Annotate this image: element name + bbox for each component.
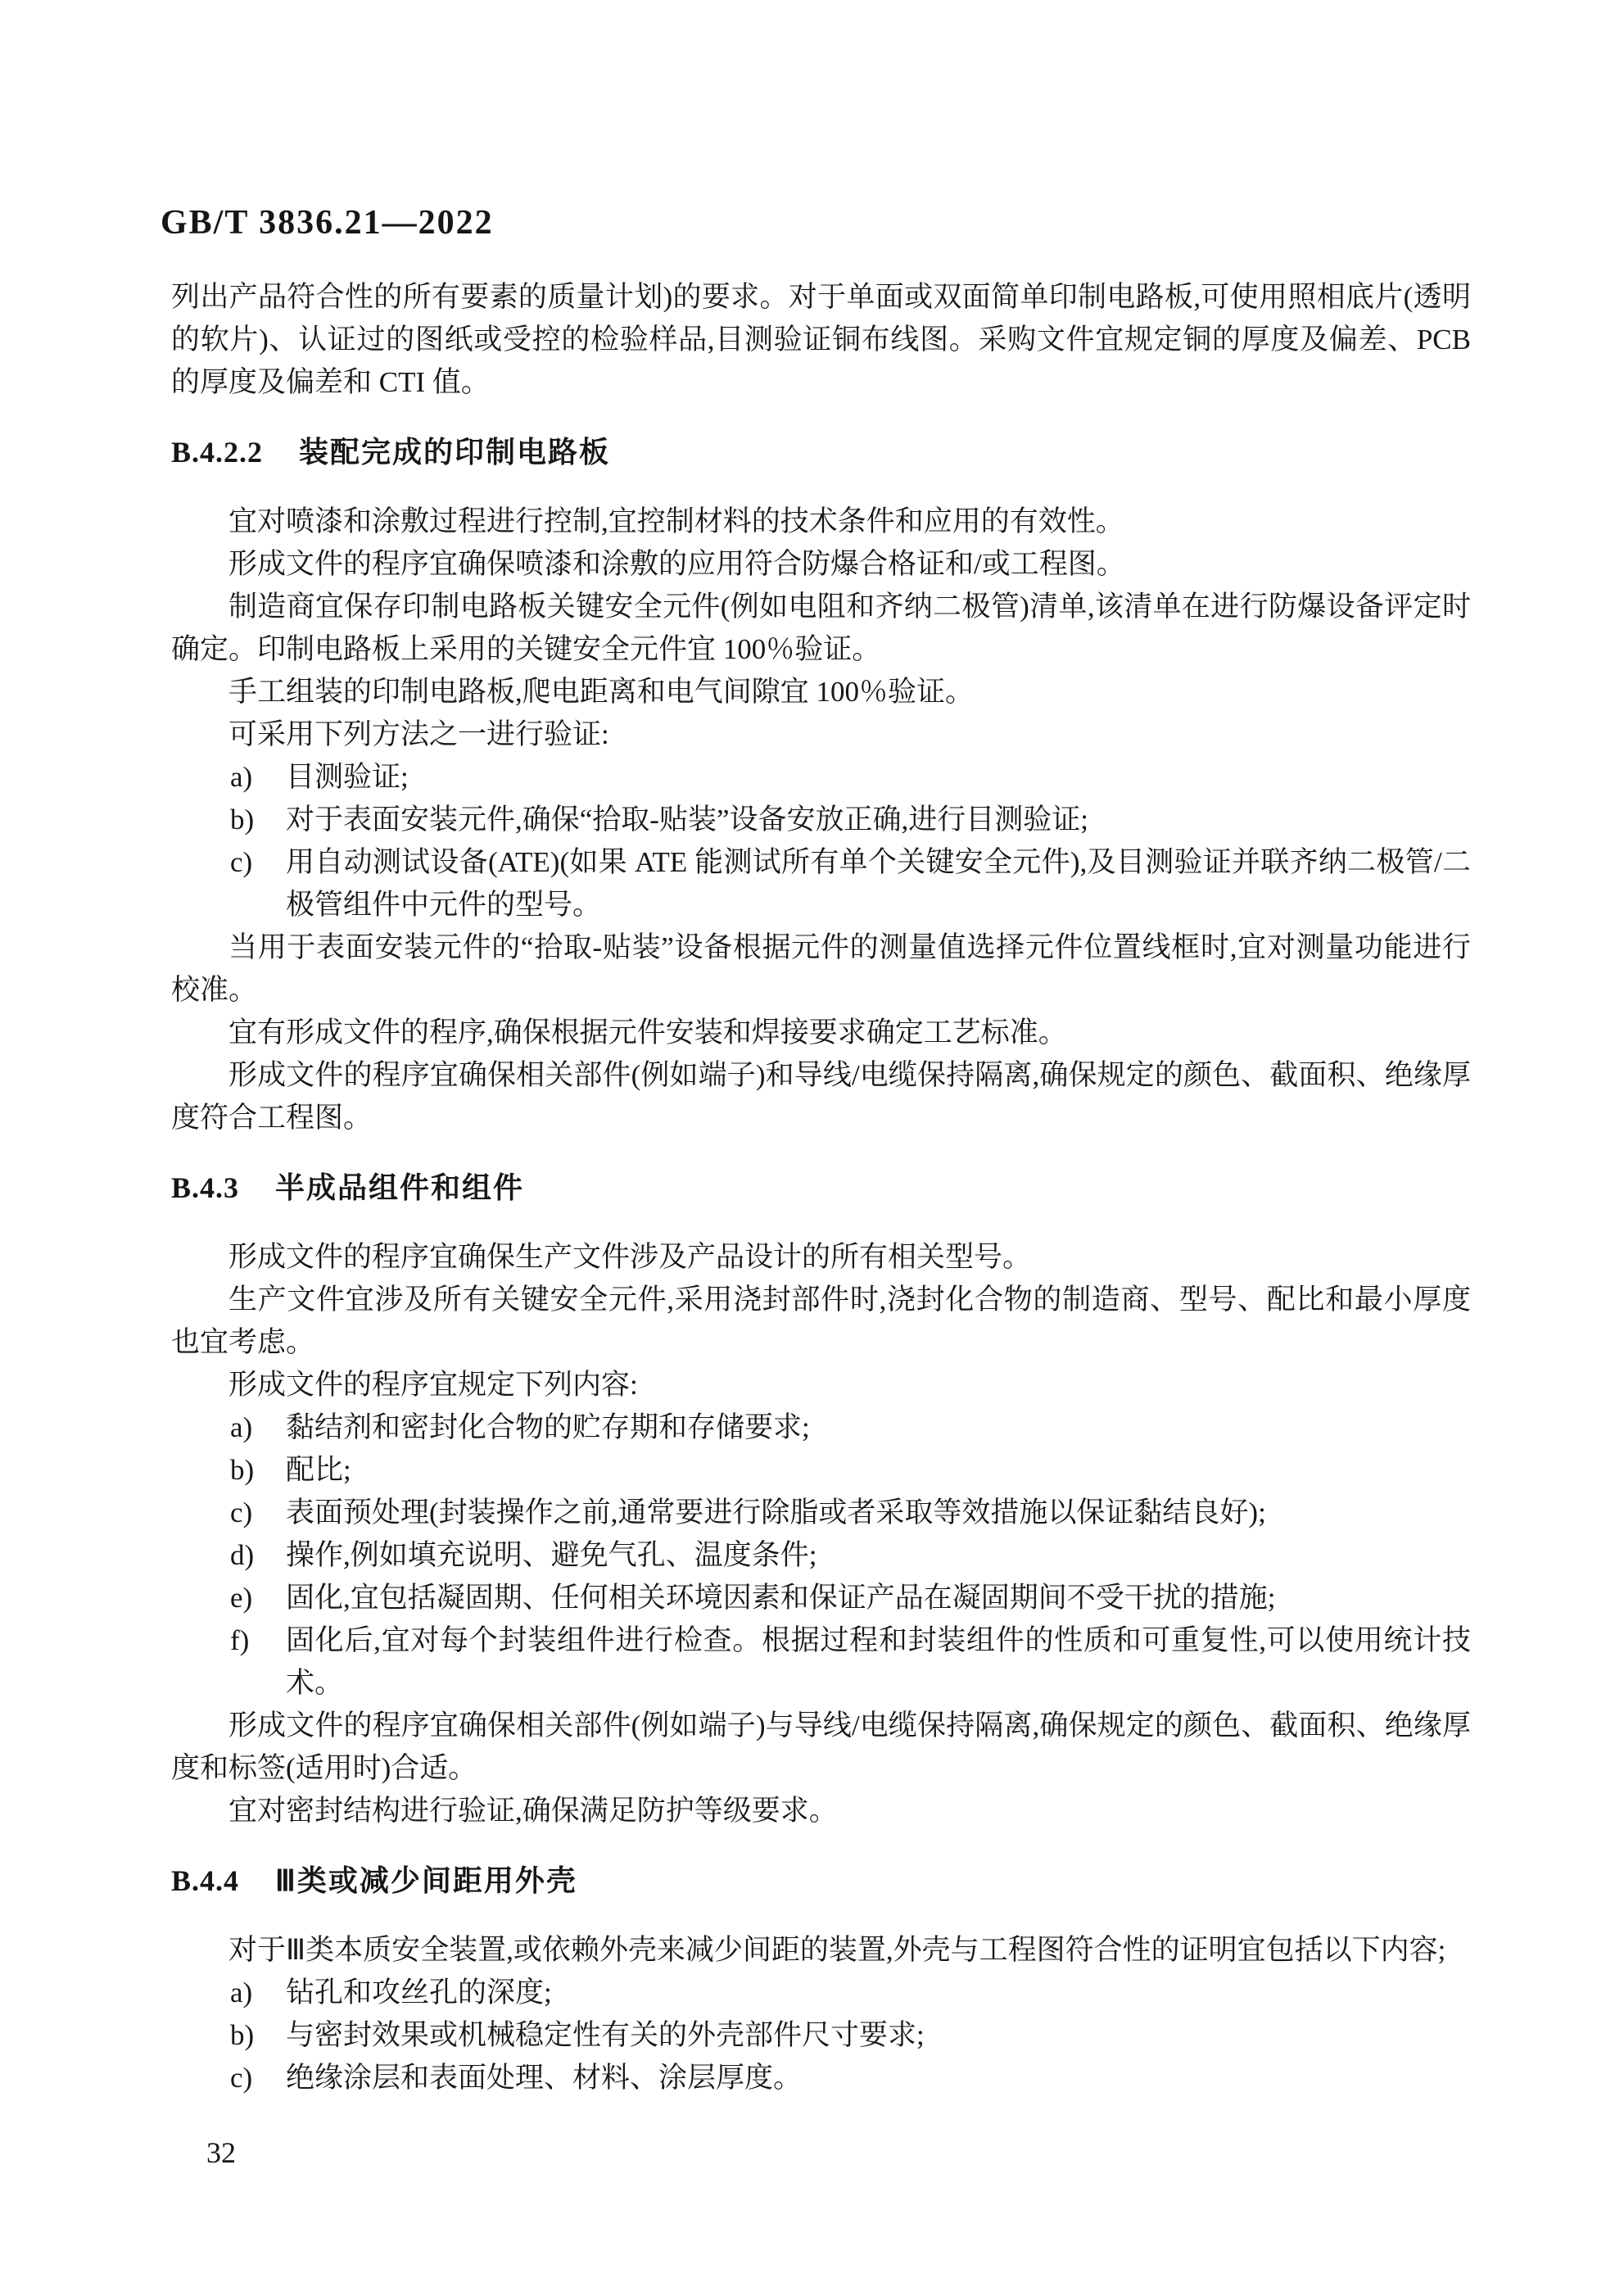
paragraph: 宜对密封结构进行验证,确保满足防护等级要求。 <box>228 1795 838 1827</box>
page-content <box>171 276 1471 2099</box>
list-item-marker: e) <box>230 1582 253 1614</box>
paragraph: 当用于表面安装元件的“拾取-贴装”设备根据元件的测量值选择元件位置线框时,宜对测量功能进行校准。 <box>171 931 1471 1006</box>
list-item-b <box>171 2014 1471 2057</box>
list-item-text: 固化,宜包括凝固期、任何相关环境因素和保证产品在凝固期间不受干扰的措施; <box>286 1582 1276 1614</box>
list-item-marker: d) <box>230 1539 255 1571</box>
list-item-marker: b) <box>230 804 255 836</box>
section-title: 半成品组件和组件 <box>275 1171 525 1204</box>
list-item-marker: a) <box>230 1411 253 1443</box>
paragraph: 生产文件宜涉及所有关键安全元件,采用浇封部件时,浇封化合物的制造商、型号、配比和最小厚度也宜考虑。 <box>171 1284 1471 1358</box>
list-item-text: 与密封效果或机械稳定性有关的外壳部件尺寸要求; <box>286 2019 925 2051</box>
list-item-marker: a) <box>230 761 253 793</box>
section-number: B.4.2.2 <box>171 436 264 469</box>
paragraph: 形成文件的程序宜确保喷漆和涂敷的应用符合防爆合格证和/或工程图。 <box>228 548 1125 580</box>
paragraph: 宜对喷漆和涂敷过程进行控制,宜控制材料的技术条件和应用的有效性。 <box>228 505 1124 537</box>
section-heading-b4-4 <box>171 1859 1471 1902</box>
list-item-text: 目测验证; <box>286 761 409 793</box>
list-item-c <box>171 841 1471 926</box>
list-item-text: 绝缘涂层和表面处理、材料、涂层厚度。 <box>286 2062 803 2094</box>
section-title: Ⅲ类或减少间距用外壳 <box>275 1864 577 1897</box>
paragraph: 可采用下列方法之一进行验证: <box>228 718 609 750</box>
list-item-marker: b) <box>230 1454 255 1486</box>
list-item-marker: c) <box>230 2062 253 2094</box>
list-item-b <box>171 799 1471 841</box>
list-item-a <box>171 1972 1471 2014</box>
paragraph: 形成文件的程序宜确保生产文件涉及产品设计的所有相关型号。 <box>228 1241 1032 1273</box>
list-item-text: 黏结剂和密封化合物的贮存期和存储要求; <box>286 1411 810 1443</box>
section-heading-b4-3 <box>171 1166 1471 1209</box>
list-item-text: 钻孔和攻丝孔的深度; <box>286 1977 552 2008</box>
list-item-c <box>171 1492 1471 1534</box>
list-item-text: 用自动测试设备(ATE)(如果 ATE 能测试所有单个关键安全元件),及目测验证并联齐纳二极管/二极管组件中元件的型号。 <box>286 846 1471 921</box>
list-item-marker: f) <box>230 1624 250 1656</box>
section-heading-b4-2-2 <box>171 431 1471 473</box>
paragraph: 宜有形成文件的程序,确保根据元件安装和焊接要求确定工艺标准。 <box>228 1017 1067 1048</box>
paragraph: 形成文件的程序宜规定下列内容: <box>228 1369 638 1401</box>
page-number: 32 <box>206 2136 236 2169</box>
section-title: 装配完成的印制电路板 <box>299 435 611 469</box>
paragraph: 制造商宜保存印制电路板关键安全元件(例如电阻和齐纳二极管)清单,该清单在进行防爆设备评定时确定。印制电路板上采用的关键安全元件宜 100％验证。 <box>171 591 1471 665</box>
list-item-text: 操作,例如填充说明、避免气孔、温度条件; <box>286 1539 817 1571</box>
paragraph-continuation: 列出产品符合性的所有要素的质量计划)的要求。对于单面或双面简单印制电路板,可使用照相底片(透明的软片)、认证过的图纸或受控的检验样品,目测验证铜布线图。采购文件宜规定铜的厚度及偏差、PCB 的厚度及偏差和 CTI 值。 <box>171 281 1471 398</box>
list-item-marker: c) <box>230 846 253 878</box>
list-item-marker: b) <box>230 2019 255 2051</box>
doc-number-header: GB/T 3836.21—2022 <box>161 204 494 242</box>
list-item-a <box>171 1406 1471 1449</box>
list-item-text: 固化后,宜对每个封装组件进行检查。根据过程和封装组件的性质和可重复性,可以使用统计技术。 <box>286 1624 1471 1699</box>
paragraph: 对于Ⅲ类本质安全装置,或依赖外壳来减少间距的装置,外壳与工程图符合性的证明宜包括以下内容; <box>228 1934 1446 1966</box>
section-number: B.4.4 <box>171 1864 240 1897</box>
paragraph: 形成文件的程序宜确保相关部件(例如端子)和导线/电缆保持隔离,确保规定的颜色、截面积、绝缘厚度符合工程图。 <box>171 1059 1471 1134</box>
list-item-marker: a) <box>230 1977 253 2008</box>
list-item-e <box>171 1577 1471 1619</box>
list-item-c <box>171 2057 1471 2099</box>
list-item-marker: c) <box>230 1497 253 1528</box>
list-item-a <box>171 756 1471 799</box>
paragraph: 手工组装的印制电路板,爬电距离和电气间隙宜 100％验证。 <box>228 676 975 708</box>
list-item-text: 表面预处理(封装操作之前,通常要进行除脂或者采取等效措施以保证黏结良好); <box>286 1497 1266 1528</box>
list-item-d <box>171 1534 1471 1577</box>
list-item-b <box>171 1449 1471 1492</box>
list-item-text: 配比; <box>286 1454 351 1486</box>
section-number: B.4.3 <box>171 1171 240 1204</box>
list-item-f <box>171 1619 1471 1705</box>
list-item-text: 对于表面安装元件,确保“拾取-贴装”设备安放正确,进行目测验证; <box>286 804 1088 836</box>
paragraph: 形成文件的程序宜确保相关部件(例如端子)与导线/电缆保持隔离,确保规定的颜色、截面积、绝缘厚度和标签(适用时)合适。 <box>171 1710 1471 1784</box>
